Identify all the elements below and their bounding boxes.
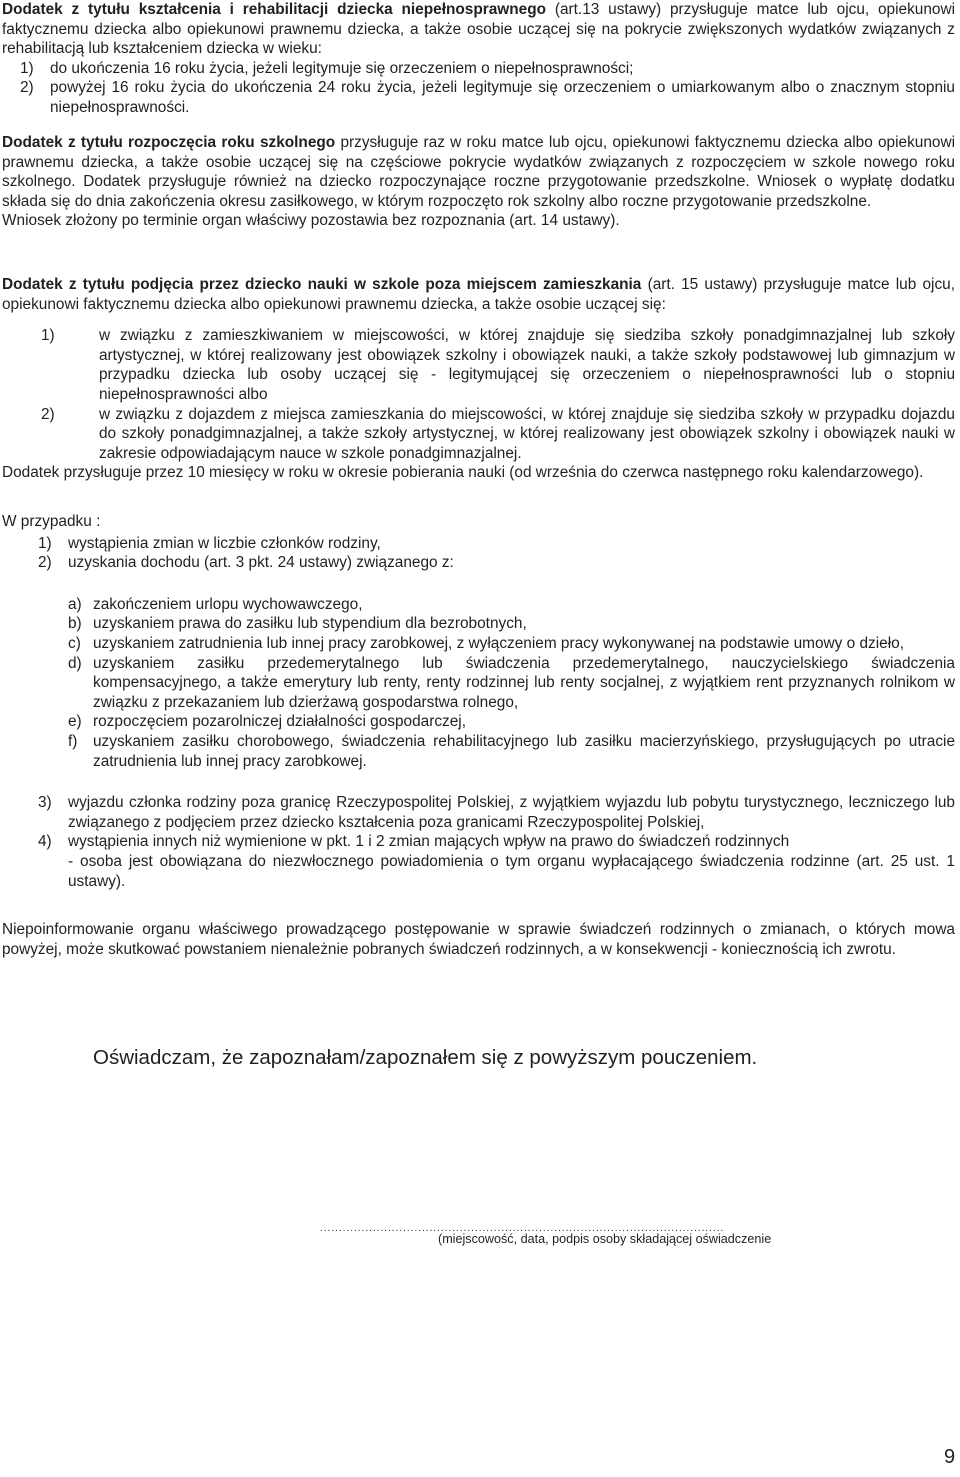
section-school-outside-residence [2,275,955,483]
section1-item-2 [2,78,955,117]
section2-text: przysługuje raz w roku matce lub ojcu, opiekunowi faktycznemu dziecka albo opiekunowi prawnemu dziecka, a także osobie uczącej się na częściowe pokrycie wydatków związanych z rozpoczęciem w szkole nowego roku szkolnego. Dodatek przysługuje również na dziecko rozpoczynające roczne przygotowanie przedszkolne. Wniosek o wypłatę dodatku składa się do dnia zakończenia okresu zasiłkowego, w którym rozpoczęto rok szkolny albo roczne przygotowanie przedszkolne. [2,134,956,210]
section3-after: Dodatek przysługuje przez 10 miesięcy w roku w okresie pobierania nauki (od września do czerwca następnego roku kalendarzowego). [2,464,924,482]
warning-block [2,920,955,959]
section3-item-2 [2,405,955,464]
section4-item-2-num: 2) [38,554,52,572]
section2-paragraph [2,133,955,211]
section4-item-1 [2,534,955,554]
section3-item-2-text: w związku z dojazdem z miejsca zamieszkania do miejscowości, w której znajduje się siedziba szkoły w przypadku dojazdu do szkoły ponadgimnazjalnej, a także szkoły artystycznej, w której realizowany jest obowiązek szkolny i obowiązek nauki w zakresie odpowiadającym nauce w szkole ponadgimnazjalnej. [99,405,955,462]
section1-paragraph [2,0,955,59]
page-number: 9 [944,1446,956,1468]
subitem-f-num: f) [68,732,78,750]
subitem-f-text: uzyskaniem zasiłku chorobowego, świadczenia rehabilitacyjnego lub zasiłku macierzyńskiego, przysługujących po utracie zatrudnienia lub innej pracy zarobkowej. [93,732,955,770]
section1-item-2-num: 2) [20,79,34,97]
section4-closing: - osoba jest obowiązana do niezwłocznego powiadomienia o tym organu wypłacającego świadczenia rodzinne (art. 25 ust. 1 ustawy). [68,852,955,890]
signature-caption: (miejscowość, data, podpis osoby składającej oświadczenie [438,1232,772,1246]
section-changes [2,512,955,891]
subitem-c [2,634,955,654]
subitem-b-num: b) [68,615,82,633]
subitem-a-text: zakończeniem urlopu wychowawczego, [93,595,363,613]
section4-item-1-text: wystąpienia zmian w liczbie członków rodziny, [68,534,381,552]
section3-heading: Dodatek z tytułu podjęcia przez dziecko nauki w szkole poza miejscem zamieszkania [2,276,642,293]
subitem-d [2,654,955,713]
section1-item-1-num: 1) [20,59,34,77]
section1-item-2-text: powyżej 16 roku życia do ukończenia 24 roku życia, jeżeli legitymuje się orzeczeniem o umiarkowanym albo o znacznym stopniu niepełnosprawności. [50,79,955,116]
section4-item-4-num: 4) [38,833,52,851]
section4-item-4 [2,832,955,852]
section3-item-1 [2,326,955,404]
section-education-disability [2,0,955,118]
section4-item-3-num: 3) [38,794,52,812]
subitem-a-num: a) [68,595,82,613]
section3-item-2-num: 2) [41,405,55,423]
section1-item-1-text: do ukończenia 16 roku życia, jeżeli legitymuje się orzeczeniem o niepełnosprawności; [50,59,634,77]
subitem-a [2,595,955,615]
section4-item-3 [2,793,955,832]
section4-item-4-text: wystąpienia innych niż wymienione w pkt. 1 i 2 zmian mających wpływ na prawo do świadczeń rodzinnych [68,833,790,851]
section4-intro: W przypadku : [2,513,101,530]
subitem-c-text: uzyskaniem zatrudnienia lub innej pracy zarobkowej, z wyłączeniem pracy wykonywanej na podstawie umowy o dzieło, [93,634,904,652]
subitem-e-text: rozpoczęciem pozarolniczej działalności gospodarczej, [93,713,466,731]
subitem-b-text: uzyskaniem prawa do zasiłku lub stypendium dla bezrobotnych, [93,615,527,633]
section4-item-2 [2,553,955,573]
section3-item-1-text: w związku z zamieszkiwaniem w miejscowości, w której znajduje się siedziba szkoły ponadgimnazjalnej lub szkoły artystycznej, w której realizowany jest obowiązek szkolny i obowiązek nauki, a także szkoły podstawowej lub gimnazjum w przypadku dziecka lub osoby uczącej się - legitymującej się orzeczeniem o niepełnosprawności lub o stopniu niepełnosprawności albo [99,327,955,403]
section4-item-3-text: wyjazdu członka rodziny poza granicę Rzeczypospolitej Polskiej, z wyjątkiem wyjazdu lub pobytu turystycznego, leczniczego lub związanego z podjęciem przez dziecko kształcenia poza granicami Rzeczypospolitej Polskiej, [68,794,955,831]
subitem-f [2,732,955,771]
section-school-year-start [2,133,955,231]
subitem-c-num: c) [68,634,81,652]
section4-subitems [2,595,955,771]
section4-item-2-text: uzyskania dochodu (art. 3 pkt. 24 ustawy) związanego z: [68,554,454,572]
subitem-e [2,712,955,732]
signature-line: ........................................................................................................... [320,1223,725,1234]
subitem-d-num: d) [68,654,82,672]
subitem-e-num: e) [68,713,82,731]
subitem-d-text: uzyskaniem zasiłku przedemerytalnego lub świadczenia przedemerytalnego, nauczycielskiego świadczenia kompensacyjnego, a także emerytury lub renty, renty rodzinnej lub renty socjalnej, z wyjątkiem rent przyznanych rolnikom w związku z przekazaniem lub dzierżawą gospodarstwa rolnego, [93,654,955,711]
section3-item-1-num: 1) [41,327,55,345]
section2-note: Wniosek złożony po terminie organ właściwy pozostawia bez rozpoznania (art. 14 ustawy). [2,212,620,230]
subitem-b [2,614,955,634]
section1-item-1 [2,59,955,79]
section3-paragraph [2,275,955,314]
declaration-statement: Oświadczam, że zapoznałam/zapoznałem się z powyższym pouczeniem. [93,1046,758,1069]
warning-text: Niepoinformowanie organu właściwego prowadzącego postępowanie w sprawie świadczeń rodzinnych o zmianach, o których mowa powyżej, może skutkować powstaniem nienależnie pobranych świadczeń rodzinnych, a w konsekwencji - koniecznością ich zwrotu. [2,921,955,958]
section1-text: (art.13 ustawy) przysługuje matce lub ojcu, opiekunowi faktycznemu dziecka albo opiekunowi prawnemu dziecka, a także osobie uczącej się na pokrycie zwiększonych wydatków związanych z rehabilitacją lub kształceniem dziecka w wieku: [2,1,955,58]
section4-item-1-num: 1) [38,534,52,552]
section1-heading: Dodatek z tytułu kształcenia i rehabilitacji dziecka niepełnosprawnego [2,1,547,18]
section3-text: (art. 15 ustawy) przysługuje matce lub ojcu, opiekunowi faktycznemu dziecka albo opiekunowi prawnemu dziecka, a także osobie uczącej się: [2,276,955,313]
section2-heading: Dodatek z tytułu rozpoczęcia roku szkolnego [2,134,336,151]
